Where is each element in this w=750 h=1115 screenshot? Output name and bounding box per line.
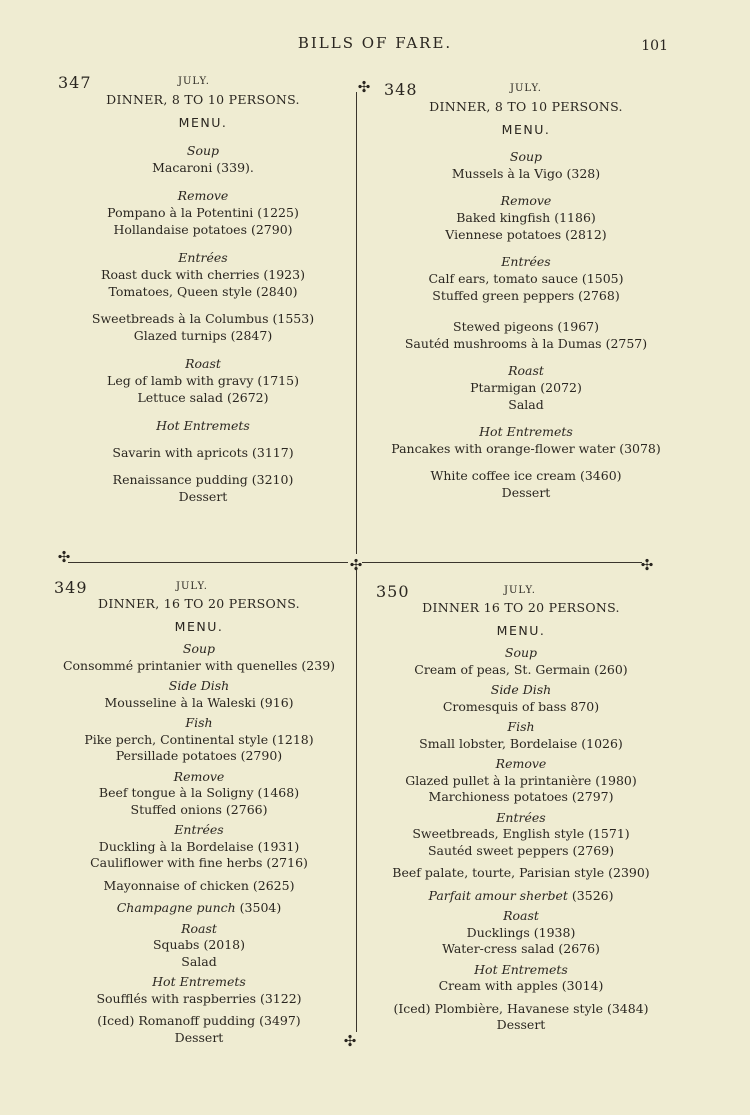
dish: Persillade potatoes (2790) (115, 748, 283, 763)
punch-name: Champagne punch (116, 900, 236, 915)
vertical-divider-bottom (356, 570, 357, 1032)
dish: Glazed turnips (2847) (133, 328, 273, 343)
dish: Marchioness potatoes (2797) (428, 789, 614, 804)
course-remove-label: Remove (495, 756, 547, 771)
course-hot-entremets-label: Hot Entremets (156, 418, 250, 433)
menu-number: 347 (58, 73, 92, 92)
dish: Baked kingfish (1186) (456, 210, 596, 225)
dish: Macaroni (339). (152, 160, 254, 175)
course-remove-label: Remove (177, 188, 229, 203)
course-fish-label: Fish (507, 719, 535, 734)
course-fish-label: Fish (185, 715, 213, 730)
dish: Cromesquis of bass 870) (442, 698, 600, 714)
dish: Stuffed green peppers (2768) (432, 288, 620, 303)
course-remove-label: Remove (500, 193, 552, 208)
dish: Sweetbreads, English style (1571) (412, 826, 630, 841)
course-soup-label: Soup (186, 143, 220, 158)
dish: Salad (181, 953, 217, 969)
dish: Sautéd sweet peppers (2769) (427, 842, 615, 858)
dish: (Iced) Plombière, Havanese style (3484) (393, 1000, 649, 1016)
fleuron-ornament-icon: ✣ (343, 1032, 357, 1050)
dish: Ptarmigan (2072) (470, 380, 582, 395)
dish: Pompano à la Potentini (1225) (107, 205, 299, 220)
dish-punch (54, 900, 344, 917)
dish: Salad (508, 397, 544, 412)
course-roast-label: Roast (508, 363, 544, 378)
horizontal-divider-left (68, 562, 348, 563)
menu-label: MENU. (178, 115, 228, 130)
menu-label: MENU. (174, 618, 224, 634)
dish: Roast duck with cherries (1923) (101, 267, 305, 282)
dish: Mayonnaise of chicken (2625) (103, 877, 295, 893)
course-side-dish-label: Side Dish (490, 682, 552, 697)
dinner-heading: DINNER, 8 TO 10 PERSONS. (429, 99, 623, 114)
dish: Cauliflower with fine herbs (2716) (90, 855, 308, 870)
course-roast-label: Roast (185, 356, 221, 371)
course-hot-entremets-label: Hot Entremets (479, 424, 573, 439)
horizontal-divider-right (362, 562, 642, 563)
dish: Pancakes with orange-flower water (3078) (391, 441, 661, 456)
dish: Sweetbreads à la Columbus (1553) (91, 311, 315, 326)
dish-punch (376, 888, 666, 905)
dish: Squabs (2018) (152, 937, 246, 952)
dish: Mussels à la Vigo (328) (451, 166, 601, 181)
menu-number: 350 (376, 582, 410, 601)
vertical-divider-top (356, 92, 357, 554)
course-roast-label: Roast (181, 920, 217, 936)
dish: Small lobster, Bordelaise (1026) (419, 735, 623, 751)
course-remove-label: Remove (173, 768, 225, 784)
dish-dessert: Dessert (174, 1029, 224, 1045)
course-roast-label: Roast (503, 908, 539, 923)
menu-month: JULY. (176, 581, 208, 592)
dish: Cream of peas, St. Germain (260) (414, 661, 628, 677)
dish: Water-cress salad (2676) (442, 941, 600, 956)
punch-number: (3504) (239, 900, 282, 915)
dish: Beef palate, tourte, Parisian style (2390) (392, 865, 650, 880)
running-head: BILLS OF FARE. (297, 34, 453, 52)
dish: Viennese potatoes (2812) (445, 227, 607, 242)
dish: Calf ears, tomato sauce (1505) (428, 271, 624, 286)
dish: Mousseline à la Waleski (916) (104, 694, 294, 710)
dish: White coffee ice cream (3460) (430, 468, 622, 483)
course-entrees-label: Entrées (174, 822, 224, 837)
menu-label: MENU. (496, 622, 546, 638)
dish: Pike perch, Continental style (1218) (84, 731, 314, 747)
menu-month: JULY. (504, 585, 536, 596)
punch-number: (3526) (571, 887, 614, 903)
dish: Savarin with apricots (3117) (112, 445, 294, 460)
dish: Tomatoes, Queen style (2840) (108, 284, 298, 299)
course-entrees-label: Entrées (178, 250, 228, 265)
fleuron-ornament-icon: ✣ (57, 548, 71, 566)
dish: Stuffed onions (2766) (130, 801, 268, 817)
fleuron-ornament-icon: ✣ (349, 556, 363, 574)
course-hot-entremets-label: Hot Entremets (474, 961, 568, 977)
menu-month: JULY. (178, 76, 210, 87)
course-side-dish-label: Side Dish (168, 678, 230, 693)
dish: Soufflés with raspberries (3122) (96, 990, 302, 1006)
menu-number: 348 (384, 80, 418, 99)
dish: (Iced) Romanoff pudding (3497) (97, 1013, 301, 1028)
dish: Duckling à la Bordelaise (1931) (98, 838, 300, 854)
dish: Beef tongue à la Soligny (1468) (98, 785, 300, 800)
course-soup-label: Soup (504, 645, 538, 660)
dish: Cream with apples (3014) (438, 978, 604, 993)
fleuron-ornament-icon: ✣ (640, 556, 654, 574)
dish-dessert: Dessert (496, 1017, 546, 1032)
dish: Glazed pullet à la printanière (1980) (405, 772, 637, 788)
dish-dessert: Dessert (178, 489, 228, 504)
menu-number: 349 (54, 578, 88, 597)
course-entrees-label: Entrées (501, 254, 551, 269)
menu-month: JULY. (510, 83, 542, 94)
dish: Lettuce salad (2672) (137, 390, 269, 405)
dinner-heading: DINNER 16 TO 20 PERSONS. (422, 600, 620, 615)
course-entrees-label: Entrées (496, 809, 546, 825)
dinner-heading: DINNER, 16 TO 20 PERSONS. (98, 596, 300, 611)
dish: Leg of lamb with gravy (1715) (107, 373, 299, 388)
punch-name: Parfait amour sherbet (428, 887, 568, 903)
dish: Hollandaise potatoes (2790) (113, 222, 293, 237)
dish: Ducklings (1938) (466, 924, 576, 940)
dinner-heading: DINNER, 8 TO 10 PERSONS. (106, 92, 300, 107)
dish: Renaissance pudding (3210) (112, 472, 294, 487)
course-soup-label: Soup (182, 641, 216, 656)
course-soup-label: Soup (509, 149, 543, 164)
menu-label: MENU. (501, 122, 551, 137)
course-hot-entremets-label: Hot Entremets (152, 974, 246, 989)
dish: Stewed pigeons (1967) (453, 319, 599, 334)
dish-dessert: Dessert (501, 485, 551, 500)
fleuron-ornament-icon: ✣ (357, 78, 371, 96)
dish: Consommé printanier with quenelles (239) (62, 657, 336, 673)
dish: Sautéd mushrooms à la Dumas (2757) (404, 336, 648, 351)
page-number: 101 (641, 38, 668, 54)
